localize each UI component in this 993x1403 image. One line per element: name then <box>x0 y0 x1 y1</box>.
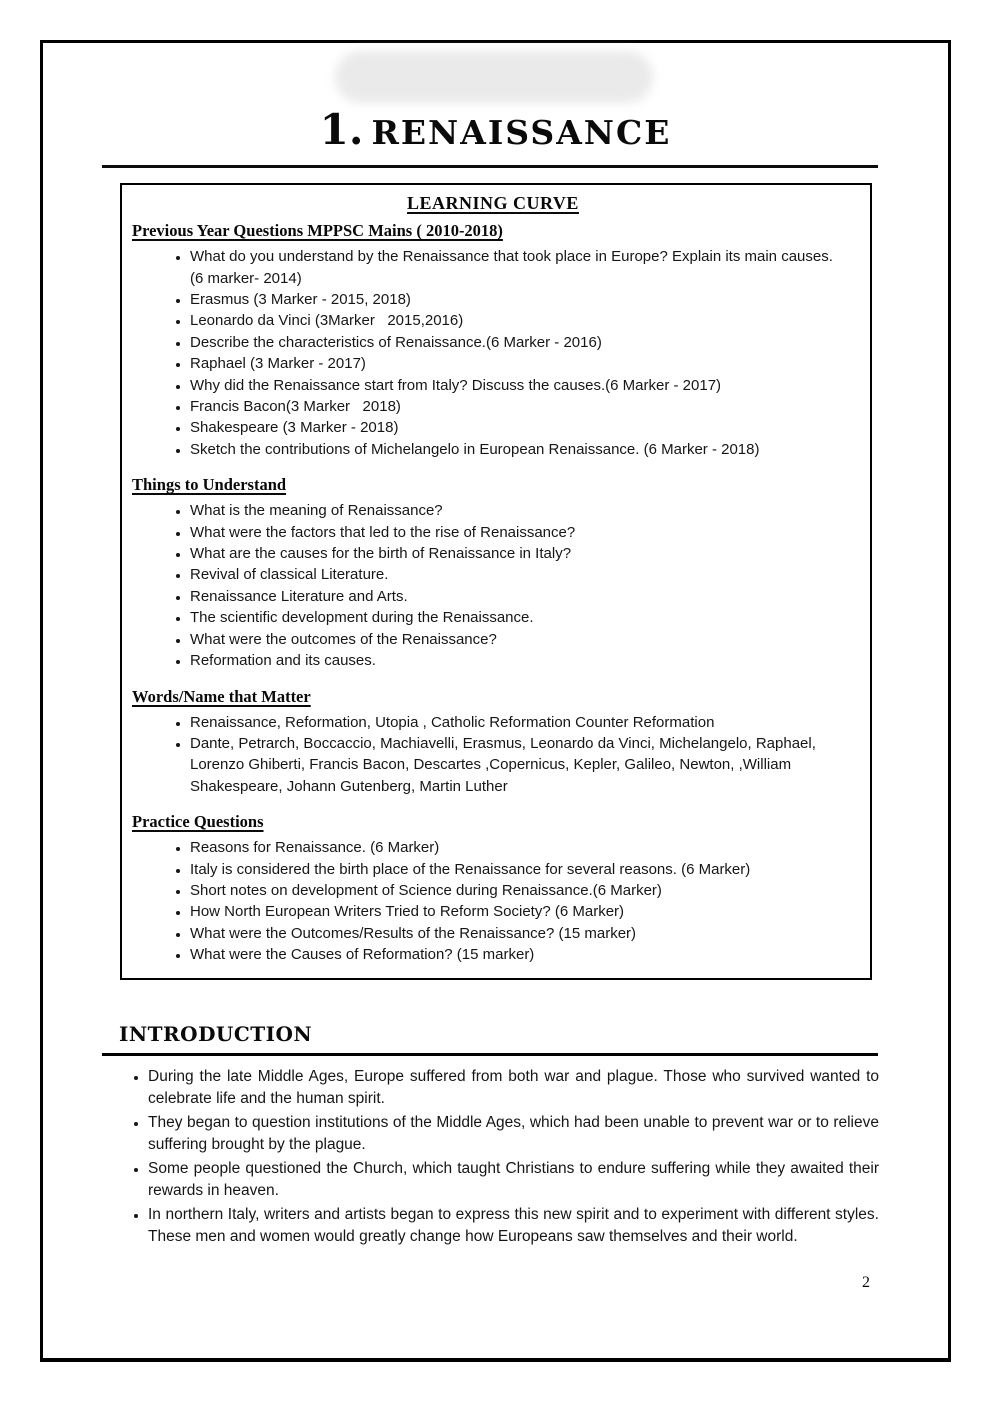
list-item: • Renaissance, Reformation, Utopia , Catholic Reformation Counter Reformation <box>190 712 838 733</box>
list-item: • Reasons for Renaissance. (6 Marker) <box>190 837 838 858</box>
introduction-list <box>43 1066 879 1248</box>
bullet-list <box>132 246 854 460</box>
learning-curve-box <box>120 183 872 979</box>
redacted-watermark <box>335 51 653 103</box>
bullet-list <box>132 837 854 965</box>
list-item: • What were the outcomes of the Renaissance? <box>190 629 838 650</box>
list-item: • How North European Writers Tried to Reform Society? (6 Marker) <box>190 901 838 922</box>
bullet-list <box>132 500 854 671</box>
page-title <box>43 107 948 153</box>
list-item: • Francis Bacon(3 Marker 2018) <box>190 396 838 417</box>
list-item: • What were the Outcomes/Results of the Renaissance? (15 marker) <box>190 923 838 944</box>
list-item: • They began to question institutions of the Middle Ages, which had been unable to prevent war or to relieve suffering brought by the plague. <box>148 1112 879 1156</box>
list-item: • What were the Causes of Reformation? (15 marker) <box>190 944 838 965</box>
page-border-frame <box>40 40 951 1362</box>
list-item: • Some people questioned the Church, which taught Christians to endure suffering while they awaited their rewards in heaven. <box>148 1158 879 1202</box>
page-number: 2 <box>862 1274 870 1291</box>
list-item: • What do you understand by the Renaissance that took place in Europe? Explain its main causes. (6 marker- 2014) <box>190 246 838 289</box>
list-item: • Shakespeare (3 Marker - 2018) <box>190 417 838 438</box>
section-heading: Things to Understand <box>132 475 287 495</box>
introduction-divider <box>102 1053 878 1056</box>
list-item: • Raphael (3 Marker - 2017) <box>190 353 838 374</box>
chapter-number: 1. <box>319 105 364 154</box>
list-item: • Erasmus (3 Marker - 2015, 2018) <box>190 289 838 310</box>
list-item: • Renaissance Literature and Arts. <box>190 586 838 607</box>
list-item: • Why did the Renaissance start from Italy? Discuss the causes.(6 Marker - 2017) <box>190 375 838 396</box>
list-item: • Revival of classical Literature. <box>190 564 838 585</box>
list-item: • During the late Middle Ages, Europe suffered from both war and plague. Those who survived wanted to celebrate life and the human spirit. <box>148 1066 879 1110</box>
section-heading: Previous Year Questions MPPSC Mains ( 2010-2018) <box>132 221 503 241</box>
list-item: • In northern Italy, writers and artists began to express this new spirit and to experiment with different styles. These men and women would greatly change how Europeans saw themselves and their world. <box>148 1204 879 1248</box>
list-item: • Italy is considered the birth place of the Renaissance for several reasons. (6 Marker) <box>190 859 838 880</box>
list-item: • Short notes on development of Science during Renaissance.(6 Marker) <box>190 880 838 901</box>
list-item: • The scientific development during the Renaissance. <box>190 607 838 628</box>
section-heading: Practice Questions <box>132 812 264 832</box>
chapter-name: RENAISSANCE <box>371 113 672 152</box>
section-heading: Words/Name that Matter <box>132 686 311 706</box>
list-item: • Describe the characteristics of Renaissance.(6 Marker - 2016) <box>190 332 838 353</box>
list-item: • Reformation and its causes. <box>190 650 838 671</box>
bullet-list <box>132 712 854 798</box>
list-item: • What were the factors that led to the rise of Renaissance? <box>190 522 838 543</box>
section-things-to-understand <box>132 475 854 671</box>
section-previous-year-questions <box>132 221 854 460</box>
list-item: • Dante, Petrarch, Boccaccio, Machiavelli, Erasmus, Leonardo da Vinci, Michelangelo, Raphael, Lorenzo Ghiberti, Francis Bacon, Descartes ,Copernicus, Kepler, Galileo, Newton, ,William Shakespeare, Johann Gutenberg, Martin Luther <box>190 733 838 797</box>
list-item: • What is the meaning of Renaissance? <box>190 500 838 521</box>
title-divider <box>102 165 878 168</box>
list-item: • What are the causes for the birth of Renaissance in Italy? <box>190 543 838 564</box>
list-item: • Leonardo da Vinci (3Marker 2015,2016) <box>190 310 838 331</box>
section-practice-questions <box>132 812 854 965</box>
learning-curve-title: LEARNING CURVE <box>407 193 579 214</box>
introduction-heading: INTRODUCTION <box>119 1021 313 1046</box>
list-item: • Sketch the contributions of Michelangelo in European Renaissance. (6 Marker - 2018) <box>190 439 838 460</box>
section-words-that-matter <box>132 687 854 798</box>
